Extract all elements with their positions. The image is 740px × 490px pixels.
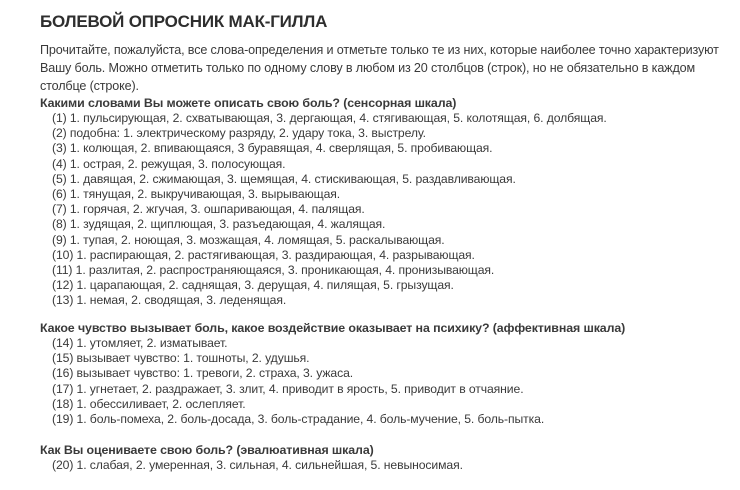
list-item: (2) подобна: 1. электрическому разряду, 2. удару тока, 3. выстрелу. <box>52 126 426 141</box>
list-item: (3) 1. колющая, 2. впивающаяся, 3 буравящая, 4. сверлящая, 5. пробивающая. <box>52 141 493 156</box>
section-heading: Как Вы оцениваете свою боль? (эвалюативная шкала) <box>40 443 374 457</box>
list-item: (8) 1. зудящая, 2. щиплющая, 3. разъедающая, 4. жалящая. <box>52 217 386 232</box>
list-item: (10) 1. распирающая, 2. растягивающая, 3. раздирающая, 4. разрывающая. <box>52 247 475 262</box>
list-item: (7) 1. горячая, 2. жгучая, 3. ошпаривающая, 4. палящая. <box>52 202 365 217</box>
list-item: (4) 1. острая, 2. режущая, 3. полосующая. <box>52 156 286 171</box>
list-item: (17) 1. угнетает, 2. раздражает, 3. злит, 4. приводит в ярость, 5. приводит в отчаяние. <box>52 381 524 396</box>
item-list <box>40 458 730 473</box>
list-item: (15) вызывает чувство: 1. тошноты, 2. удушья. <box>52 351 310 366</box>
list-item: (18) 1. обессиливает, 2. ослепляет. <box>52 396 246 411</box>
list-item: (9) 1. тупая, 2. ноющая, 3. мозжащая, 4. ломящая, 5. раскалывающая. <box>52 232 445 247</box>
list-item: (13) 1. немая, 2. сводящая, 3. леденящая. <box>52 293 287 308</box>
sensory-scale-section <box>40 96 730 309</box>
list-item: (1) 1. пульсирующая, 2. схватывающая, 3. дергающая, 4. стягивающая, 5. колотящая, 6. долбящая. <box>52 111 607 125</box>
list-item: (20) 1. слабая, 2. умеренная, 3. сильная, 4. сильнейшая, 5. невыносимая. <box>52 458 463 472</box>
affective-scale-section <box>40 321 730 427</box>
page-title: БОЛЕВОЙ ОПРОСНИК МАК-ГИЛЛА <box>40 12 328 31</box>
evaluative-scale-section <box>40 443 730 473</box>
item-list <box>40 111 730 309</box>
list-item: (19) 1. боль-помеха, 2. боль-досада, 3. боль-страдание, 4. боль-мучение, 5. боль-пытка. <box>52 412 545 427</box>
list-item: (6) 1. тянущая, 2. выкручивающая, 3. вырывающая. <box>52 187 341 202</box>
list-item: (12) 1. царапающая, 2. саднящая, 3. дерущая, 4. пилящая, 5. грызущая. <box>52 278 454 293</box>
list-item: (14) 1. утомляет, 2. изматывает. <box>52 336 228 350</box>
section-heading: Какое чувство вызывает боль, какое воздействие оказывает на психику? (аффективная шкала) <box>40 321 626 335</box>
list-item: (16) вызывает чувство: 1. тревоги, 2. страха, 3. ужаса. <box>52 366 354 381</box>
section-heading: Какими словами Вы можете описать свою боль? (сенсорная шкала) <box>40 96 457 110</box>
intro-paragraph: Прочитайте, пожалуйста, все слова-определения и отметьте только те из них, которые наиболее точно характеризуют Вашу боль. Можно отметить только по одному слову в любом из 20 столбцов (строк), но не обязательно в каждом столбце (строке). <box>40 43 719 93</box>
item-list <box>40 336 730 427</box>
list-item: (5) 1. давящая, 2. сжимающая, 3. щемящая, 4. стискивающая, 5. раздавливающая. <box>52 171 516 186</box>
list-item: (11) 1. разлитая, 2. распространяющаяся, 3. проникающая, 4. пронизывающая. <box>52 263 495 278</box>
